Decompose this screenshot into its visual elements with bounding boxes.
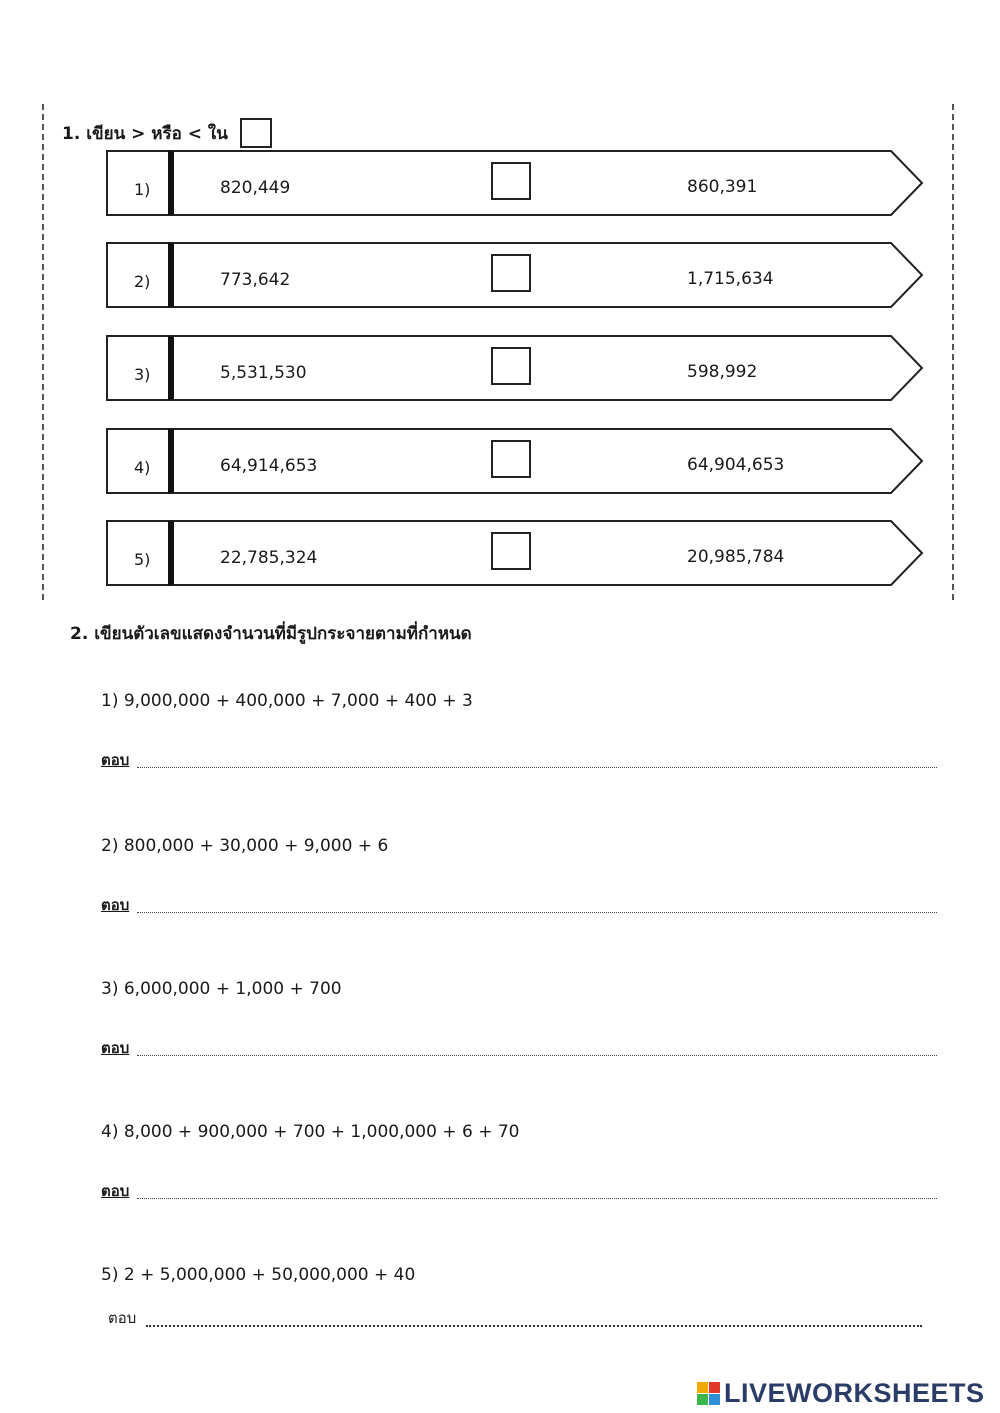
expanded-form-3: 3) 6,000,000 + 1,000 + 700	[101, 979, 342, 999]
logo-cube	[697, 1394, 708, 1405]
answer-label: ตอบ	[101, 1182, 130, 1200]
logo-text: LIVEWORKSHEETS	[724, 1378, 985, 1408]
left-number: 820,449	[220, 178, 291, 198]
right-number: 64,904,653	[687, 455, 785, 475]
right-number: 1,715,634	[687, 269, 774, 289]
answer-line-4	[101, 1179, 937, 1203]
row-number: 2)	[134, 272, 151, 291]
answer-line-3	[101, 1036, 937, 1060]
logo-cube	[697, 1382, 708, 1393]
right-number: 598,992	[687, 362, 758, 382]
question-1-heading	[62, 118, 272, 148]
comparison-row-5	[106, 520, 926, 586]
right-cut-line	[952, 104, 954, 600]
expanded-form-5: 5) 2 + 5,000,000 + 50,000,000 + 40	[101, 1265, 416, 1285]
answer-line-1	[101, 748, 937, 772]
answer-input-1[interactable]	[137, 766, 937, 768]
question-2-title: 2. เขียนตัวเลขแสดงจำนวนที่มีรูปกระจายตามที่กำหนด	[70, 624, 472, 644]
answer-label: ตอบ	[101, 896, 130, 914]
left-number: 5,531,530	[220, 363, 307, 383]
left-cut-line	[42, 104, 44, 600]
comparison-answer-box[interactable]	[491, 532, 531, 570]
liveworksheets-logo	[697, 1378, 985, 1409]
answer-input-2[interactable]	[137, 911, 937, 913]
example-box	[240, 118, 272, 148]
expanded-form-1: 1) 9,000,000 + 400,000 + 7,000 + 400 + 3	[101, 691, 473, 711]
expanded-form-4: 4) 8,000 + 900,000 + 700 + 1,000,000 + 6 + 70	[101, 1122, 520, 1142]
comparison-row-3	[106, 335, 926, 401]
comparison-answer-box[interactable]	[491, 347, 531, 385]
comparison-row-2	[106, 242, 926, 308]
answer-label: ตอบ	[101, 1039, 130, 1057]
right-number: 860,391	[687, 177, 758, 197]
left-number: 773,642	[220, 270, 291, 290]
logo-cubes-icon	[697, 1382, 720, 1405]
answer-label: ตอบ	[101, 751, 130, 769]
comparison-answer-box[interactable]	[491, 440, 531, 478]
comparison-answer-box[interactable]	[491, 254, 531, 292]
comparison-row-1	[106, 150, 926, 216]
row-number: 1)	[134, 180, 151, 199]
answer-line-5	[108, 1306, 922, 1330]
row-number: 4)	[134, 458, 151, 477]
logo-cube	[709, 1394, 720, 1405]
comparison-answer-box[interactable]	[491, 162, 531, 200]
row-number: 3)	[134, 365, 151, 384]
question-1-title: 1. เขียน > หรือ < ใน	[62, 123, 228, 144]
answer-input-5[interactable]	[146, 1325, 922, 1327]
row-number: 5)	[134, 550, 151, 569]
left-number: 22,785,324	[220, 548, 318, 568]
left-number: 64,914,653	[220, 456, 318, 476]
expanded-form-2: 2) 800,000 + 30,000 + 9,000 + 6	[101, 836, 389, 856]
answer-input-3[interactable]	[137, 1054, 937, 1056]
comparison-row-4	[106, 428, 926, 494]
answer-input-4[interactable]	[137, 1197, 937, 1199]
right-number: 20,985,784	[687, 547, 785, 567]
answer-label: ตอบ	[108, 1309, 137, 1327]
logo-cube	[709, 1382, 720, 1393]
answer-line-2	[101, 893, 937, 917]
